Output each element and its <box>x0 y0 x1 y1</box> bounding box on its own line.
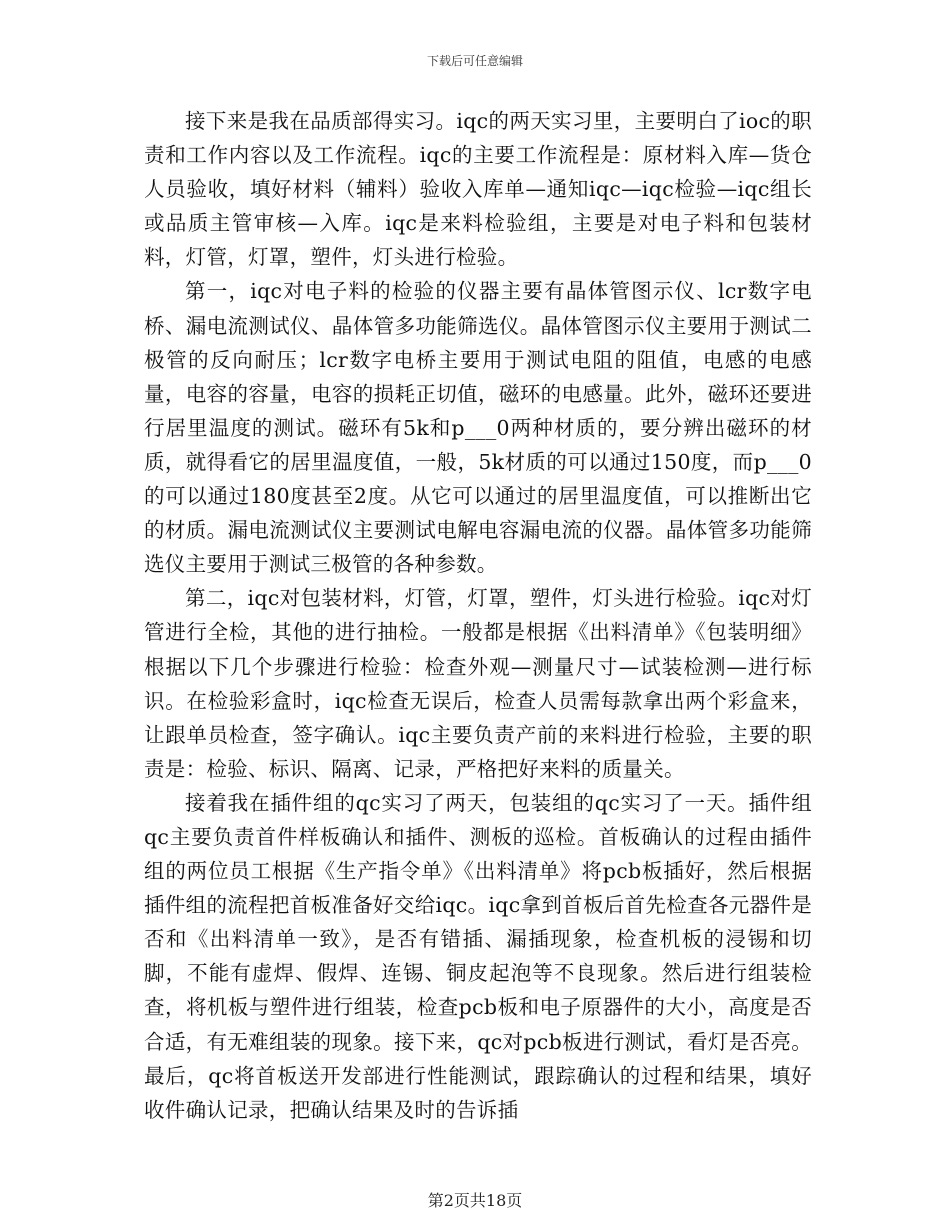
paragraph-insertion-qc: 接着我在插件组的qc实习了两天，包装组的qc实习了一天。插件组qc主要负责首件样板确认和插件、测板的巡检。首板确认的过程由插件组的两位员工根据《生产指令单》《出料清单》将pcb板插好，然后根据插件组的流程把首板准备好交给iqc。iqc拿到首板后首先检查各元器件是否和《出料清单一致》，是否有错插、漏插现象，检查机板的浸锡和切脚，不能有虚焊、假焊、连锡、铜皮起泡等不良现象。然后进行组装检查，将机板与塑件进行组装，检查pcb板和电子原器件的大小，高度是否合适，有无难组装的现象。接下来，qc对pcb板进行测试，看灯是否亮。最后，qc将首板送开发部进行性能测试，跟踪确认的过程和结果，填好收件确认记录，把确认结果及时的告诉插 <box>144 790 812 1122</box>
document-body <box>144 104 812 1127</box>
page-number: 第2页共18页 <box>427 1191 523 1210</box>
paragraph-packaging-inspection: 第二，iqc对包装材料，灯管，灯罩，塑件，灯头进行检验。iqc对灯管进行全检，其他的进行抽检。一般都是根据《出料清单》《包装明细》根据以下几个步骤进行检验：检查外观—测量尺寸—试装检测—进行标识。在检验彩盒时，iqc检查无误后，检查人员需每款拿出两个彩盒来，让跟单员检查，签字确认。iqc主要负责产前的来料进行检验，主要的职责是：检验、标识、隔离、记录，严格把好来料的质量关。 <box>144 586 812 781</box>
paragraph-iqc-intro: 接下来是我在品质部得实习。iqc的两天实习里，主要明白了ioc的职责和工作内容以及工作流程。iqc的主要工作流程是：原材料入库—货仓人员验收，填好材料（辅料）验收入库单—通知iqc—iqc检验—iqc组长或品质主管审核—入库。iqc是来料检验组，主要是对电子料和包装材料，灯管，灯罩，塑件，灯头进行检验。 <box>144 109 812 270</box>
paragraph-electronic-inspection: 第一，iqc对电子料的检验的仪器主要有晶体管图示仪、lcr数字电桥、漏电流测试仪、晶体管多功能筛选仪。晶体管图示仪主要用于测试二极管的反向耐压；lcr数字电桥主要用于测试电阻的阻值，电感的电感量，电容的容量，电容的损耗正切值，磁环的电感量。此外，磁环还要进行居里温度的测试。磁环有5k和p___0两种材质的，要分辨出磁环的材质，就得看它的居里温度值，一般，5k材质的可以通过150度，而p___0的可以通过180度甚至2度。从它可以通过的居里温度值，可以推断出它的材质。漏电流测试仪主要测试电解电容漏电流的仪器。晶体管多功能筛选仪主要用于测试三极管的各种参数。 <box>144 279 812 577</box>
page-header: 下载后可任意编辑 <box>426 54 523 68</box>
